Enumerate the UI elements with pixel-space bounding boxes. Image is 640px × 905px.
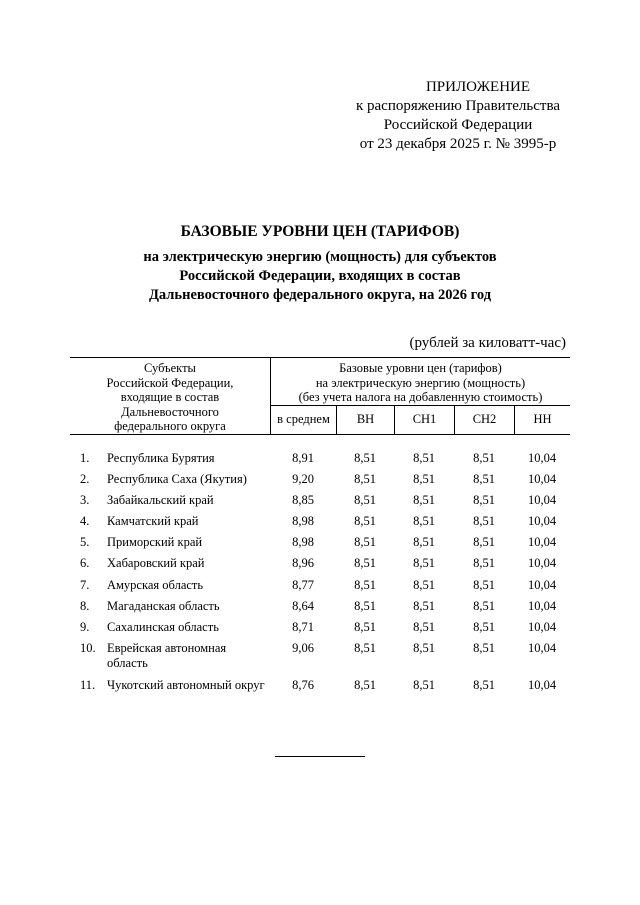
value-vn: 8,51	[354, 556, 376, 570]
value-nn: 10,04	[527, 514, 557, 528]
subject-name: Амурская область	[107, 578, 204, 592]
column-header-vn: ВН	[356, 412, 375, 426]
value-average: 8,98	[292, 535, 314, 549]
row-number: 4.	[80, 514, 90, 528]
value-sn1: 8,51	[413, 535, 435, 549]
subject-name: Камчатский край	[107, 514, 199, 528]
value-sn2: 8,51	[473, 620, 495, 634]
annex-block	[356, 78, 560, 154]
levels-header-line: (без учета налога на добавленную стоимость)	[298, 390, 543, 404]
value-average: 8,77	[292, 578, 314, 592]
subtitle-line-1: на электрическую энергию (мощность) для субъектов	[143, 249, 497, 265]
value-average: 8,76	[292, 678, 314, 692]
document-title: БАЗОВЫЕ УРОВНИ ЦЕН (ТАРИФОВ)	[180, 223, 460, 240]
value-vn: 8,51	[354, 620, 376, 634]
subject-name: Чукотский автономный округ	[107, 678, 265, 692]
value-average: 9,20	[292, 472, 314, 486]
units-note: (рублей за киловатт-час)	[409, 335, 566, 351]
subtitle-line-2: Российской Федерации, входящих в состав	[179, 268, 461, 284]
value-nn: 10,04	[527, 556, 557, 570]
value-vn: 8,51	[354, 493, 376, 507]
value-nn: 10,04	[527, 493, 557, 507]
row-number: 5.	[80, 535, 90, 549]
value-sn2: 8,51	[473, 472, 495, 486]
annex-line-1: к распоряжению Правительства	[355, 98, 560, 114]
value-sn2: 8,51	[473, 556, 495, 570]
value-sn2: 8,51	[473, 578, 495, 592]
value-sn1: 8,51	[413, 599, 435, 613]
value-sn1: 8,51	[413, 493, 435, 507]
subject-name: Магаданская область	[107, 599, 220, 613]
row-number: 1.	[80, 451, 90, 465]
value-vn: 8,51	[354, 578, 376, 592]
value-average: 8,71	[292, 620, 314, 634]
row-number: 10.	[80, 641, 96, 655]
value-vn: 8,51	[354, 678, 376, 692]
value-vn: 8,51	[354, 472, 376, 486]
value-sn1: 8,51	[413, 678, 435, 692]
value-nn: 10,04	[527, 472, 557, 486]
subject-header-line: федерального округа	[114, 419, 226, 433]
value-sn1: 8,51	[413, 641, 435, 655]
value-sn1: 8,51	[413, 578, 435, 592]
value-vn: 8,51	[354, 535, 376, 549]
row-number: 3.	[80, 493, 90, 507]
value-sn2: 8,51	[473, 451, 495, 465]
value-sn2: 8,51	[473, 493, 495, 507]
subject-name: Республика Саха (Якутия)	[107, 472, 247, 486]
row-number: 9.	[80, 620, 90, 634]
value-vn: 8,51	[354, 599, 376, 613]
value-nn: 10,04	[527, 535, 557, 549]
row-number: 8.	[80, 599, 90, 613]
value-average: 9,06	[292, 641, 314, 655]
levels-header	[271, 361, 570, 405]
column-header-average: в среднем	[277, 412, 330, 426]
column-header-sn1: СН1	[412, 412, 437, 426]
levels-header-divider	[270, 405, 570, 406]
annex-title: ПРИЛОЖЕНИЕ	[425, 79, 531, 95]
value-sn2: 8,51	[473, 641, 495, 655]
value-sn1: 8,51	[413, 556, 435, 570]
value-sn2: 8,51	[473, 599, 495, 613]
subject-header-line: Российской Федерации,	[106, 375, 234, 390]
row-number: 7.	[80, 578, 90, 592]
row-number: 2.	[80, 472, 90, 486]
subtitle-line-3: Дальневосточного федерального округа, на 2026 год	[148, 287, 492, 303]
value-nn: 10,04	[527, 578, 557, 592]
subject-header	[70, 361, 270, 434]
row-number: 11.	[80, 678, 96, 692]
subject-header-line: Дальневосточного	[121, 404, 219, 419]
value-sn2: 8,51	[473, 514, 495, 528]
subject-name: Приморский край	[107, 535, 203, 549]
value-sn2: 8,51	[473, 678, 495, 692]
subject-name: Забайкальский край	[107, 493, 214, 507]
annex-line-3: от 23 декабря 2025 г. № 3995-р	[359, 136, 557, 152]
value-sn1: 8,51	[413, 472, 435, 486]
value-sn1: 8,51	[413, 451, 435, 465]
subject-name: Хабаровский край	[107, 556, 205, 570]
closing-divider	[275, 756, 365, 757]
subject-header-line: входящие в состав	[120, 390, 220, 404]
value-vn: 8,51	[354, 641, 376, 655]
value-average: 8,98	[292, 514, 314, 528]
value-nn: 10,04	[527, 678, 557, 692]
value-average: 8,64	[292, 599, 314, 613]
value-sn2: 8,51	[473, 535, 495, 549]
column-header-nn: НН	[533, 412, 552, 426]
document-subtitle	[0, 248, 640, 305]
value-nn: 10,04	[527, 451, 557, 465]
column-header-sn2: СН2	[472, 412, 497, 426]
levels-header-line: Базовые уровни цен (тарифов)	[339, 361, 502, 375]
table-top-border	[70, 357, 570, 358]
value-nn: 10,04	[527, 599, 557, 613]
value-sn1: 8,51	[413, 620, 435, 634]
value-nn: 10,04	[527, 641, 557, 655]
subject-name: Республика Бурятия	[107, 451, 215, 465]
subject-name: Сахалинская область	[107, 620, 219, 634]
value-average: 8,85	[292, 493, 314, 507]
value-vn: 8,51	[354, 514, 376, 528]
value-vn: 8,51	[354, 451, 376, 465]
subject-name: Еврейская автономная область	[107, 641, 227, 670]
row-number: 6.	[80, 556, 90, 570]
table-header-bottom-border	[70, 434, 570, 435]
levels-header-line: на электрическую энергию (мощность)	[315, 375, 526, 390]
value-sn1: 8,51	[413, 514, 435, 528]
value-average: 8,91	[292, 451, 314, 465]
value-nn: 10,04	[527, 620, 557, 634]
subject-header-line: Субъекты	[144, 361, 196, 375]
annex-line-2: Российской Федерации	[383, 117, 533, 133]
value-average: 8,96	[292, 556, 314, 570]
